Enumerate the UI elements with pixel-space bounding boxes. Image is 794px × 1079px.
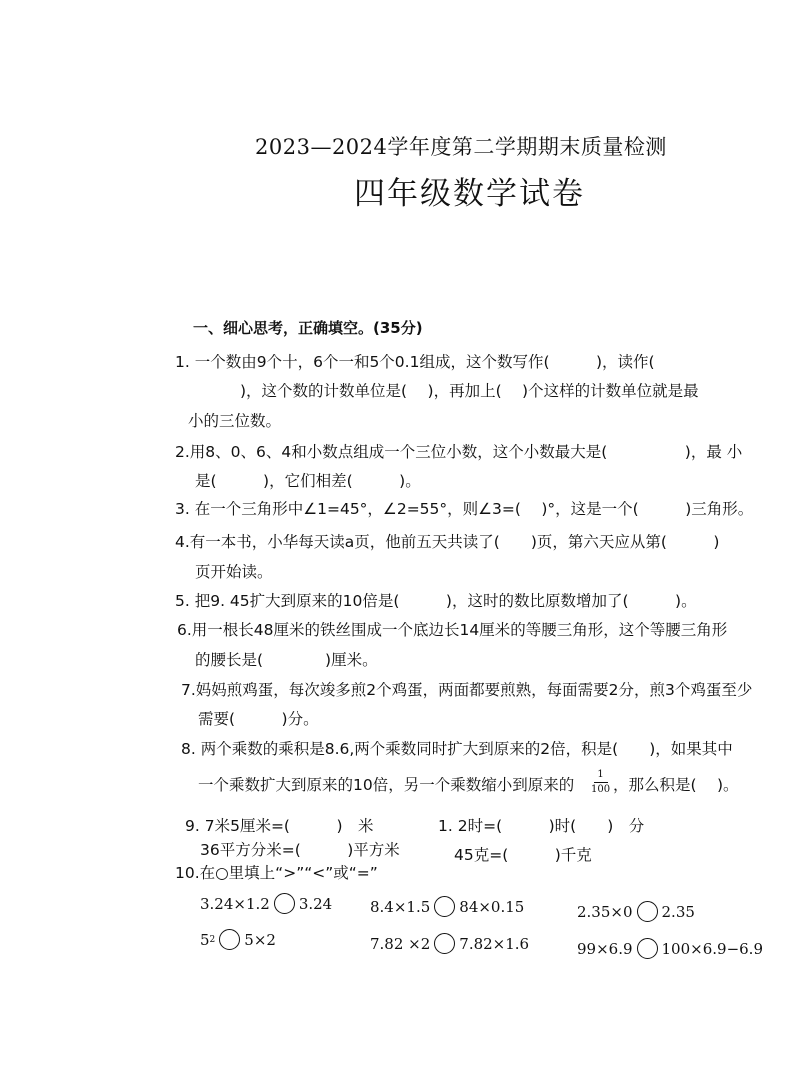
answer-circle[interactable]: [274, 893, 295, 914]
exam-subtitle: 四年级数学试卷: [354, 176, 585, 212]
compare-item-6: [577, 938, 763, 959]
question-9-grams: 45克=( )千克: [454, 846, 592, 864]
compare-left: 7.82 ×2: [370, 934, 431, 953]
compare-left: 2.35×0: [577, 902, 633, 921]
question-9-area: 36平方分米=( )平方米: [200, 841, 400, 859]
compare-left: 3.24×1.2: [200, 894, 270, 913]
question-3-line-1: 3. 在一个三角形中∠1=45°，∠2=55°，则∠3=( )°，这是一个( )三角形。: [175, 500, 754, 518]
compare-right: 100×6.9−6.9: [661, 939, 763, 958]
question-6-line-1: 6.用一根长48厘米的铁丝围成一个底边长14厘米的等腰三角形，这个等腰三角形: [177, 621, 728, 639]
question-2-line-1: 2.用8、0、6、4和小数点组成一个三位小数，这个小数最大是( )，最 小: [175, 443, 743, 461]
compare-right: 3.24: [298, 894, 333, 913]
question-10-intro: 10.在○里填上“>”“<”或“=”: [175, 864, 378, 882]
fraction-numerator: 1: [597, 769, 604, 780]
compare-item-1: [200, 893, 332, 914]
question-8-line-2: 一个乘数扩大到原来的10倍，另一个乘数缩小到原来的: [198, 776, 575, 794]
compare-item-3: [577, 901, 695, 922]
answer-circle[interactable]: [219, 929, 240, 950]
compare-item-5: [370, 933, 529, 954]
fraction-denominator: 100: [591, 784, 611, 795]
question-7-line-1: 7.妈妈煎鸡蛋，每次竣多煎2个鸡蛋，两面都要煎熟，每面需要2分，煎3个鸡蛋至少: [181, 681, 753, 699]
exponent: 2: [209, 934, 216, 945]
question-8-line-1: 8. 两个乘数的乘积是8.6,两个乘数同时扩大到原来的2倍，积是( )，如果其中: [181, 740, 733, 758]
fraction-one-hundredth: [591, 769, 610, 796]
question-4-line-2: 页开始读。: [195, 563, 273, 581]
compare-left: 99×6.9: [577, 939, 633, 958]
question-9-hours: 1. 2时=( )时( ) 分: [438, 817, 645, 835]
compare-item-4: [200, 929, 276, 950]
question-1-line-3: 小的三位数。: [188, 412, 282, 430]
question-1-line-2: )，这个数的计数单位是( )，再加上( )个这样的计数单位就是最: [178, 382, 699, 400]
question-9-meters: 9. 7米5厘米=( ) 米: [185, 817, 374, 835]
question-5-line-1: 5. 把9. 45扩大到原来的10倍是( )，这时的数比原数增加了( )。: [175, 592, 697, 610]
question-4-line-1: 4.有一本书，小华每天读a页，他前五天共读了( )页，第六天应从第( ): [175, 533, 720, 551]
compare-right: 5×2: [244, 930, 276, 949]
question-7-line-2: 需要( )分。: [198, 710, 319, 728]
question-8-line-2-end: ，那么积是( )。: [613, 776, 739, 794]
answer-circle[interactable]: [434, 896, 455, 917]
compare-right: 2.35: [661, 902, 695, 921]
compare-right: 84×0.15: [459, 897, 525, 916]
question-1-line-1: 1. 一个数由9个十，6个一和5个0.1组成，这个数写作( )，读作(: [175, 353, 655, 371]
fraction-bar: [594, 782, 608, 783]
answer-circle[interactable]: [637, 938, 658, 959]
compare-left: 5: [200, 930, 210, 949]
question-6-line-2: 的腰长是( )厘米。: [195, 651, 378, 669]
answer-circle[interactable]: [434, 933, 455, 954]
section-heading: 一、细心思考，正确填空。(35分): [193, 319, 423, 337]
answer-circle[interactable]: [637, 901, 658, 922]
compare-right: 7.82×1.6: [459, 934, 530, 953]
compare-left: 8.4×1.5: [370, 897, 431, 916]
question-2-line-2: 是( )，它们相差( )。: [195, 472, 421, 490]
exam-title: 2023—2024学年度第二学期期末质量检测: [255, 135, 667, 159]
compare-item-2: [370, 896, 524, 917]
